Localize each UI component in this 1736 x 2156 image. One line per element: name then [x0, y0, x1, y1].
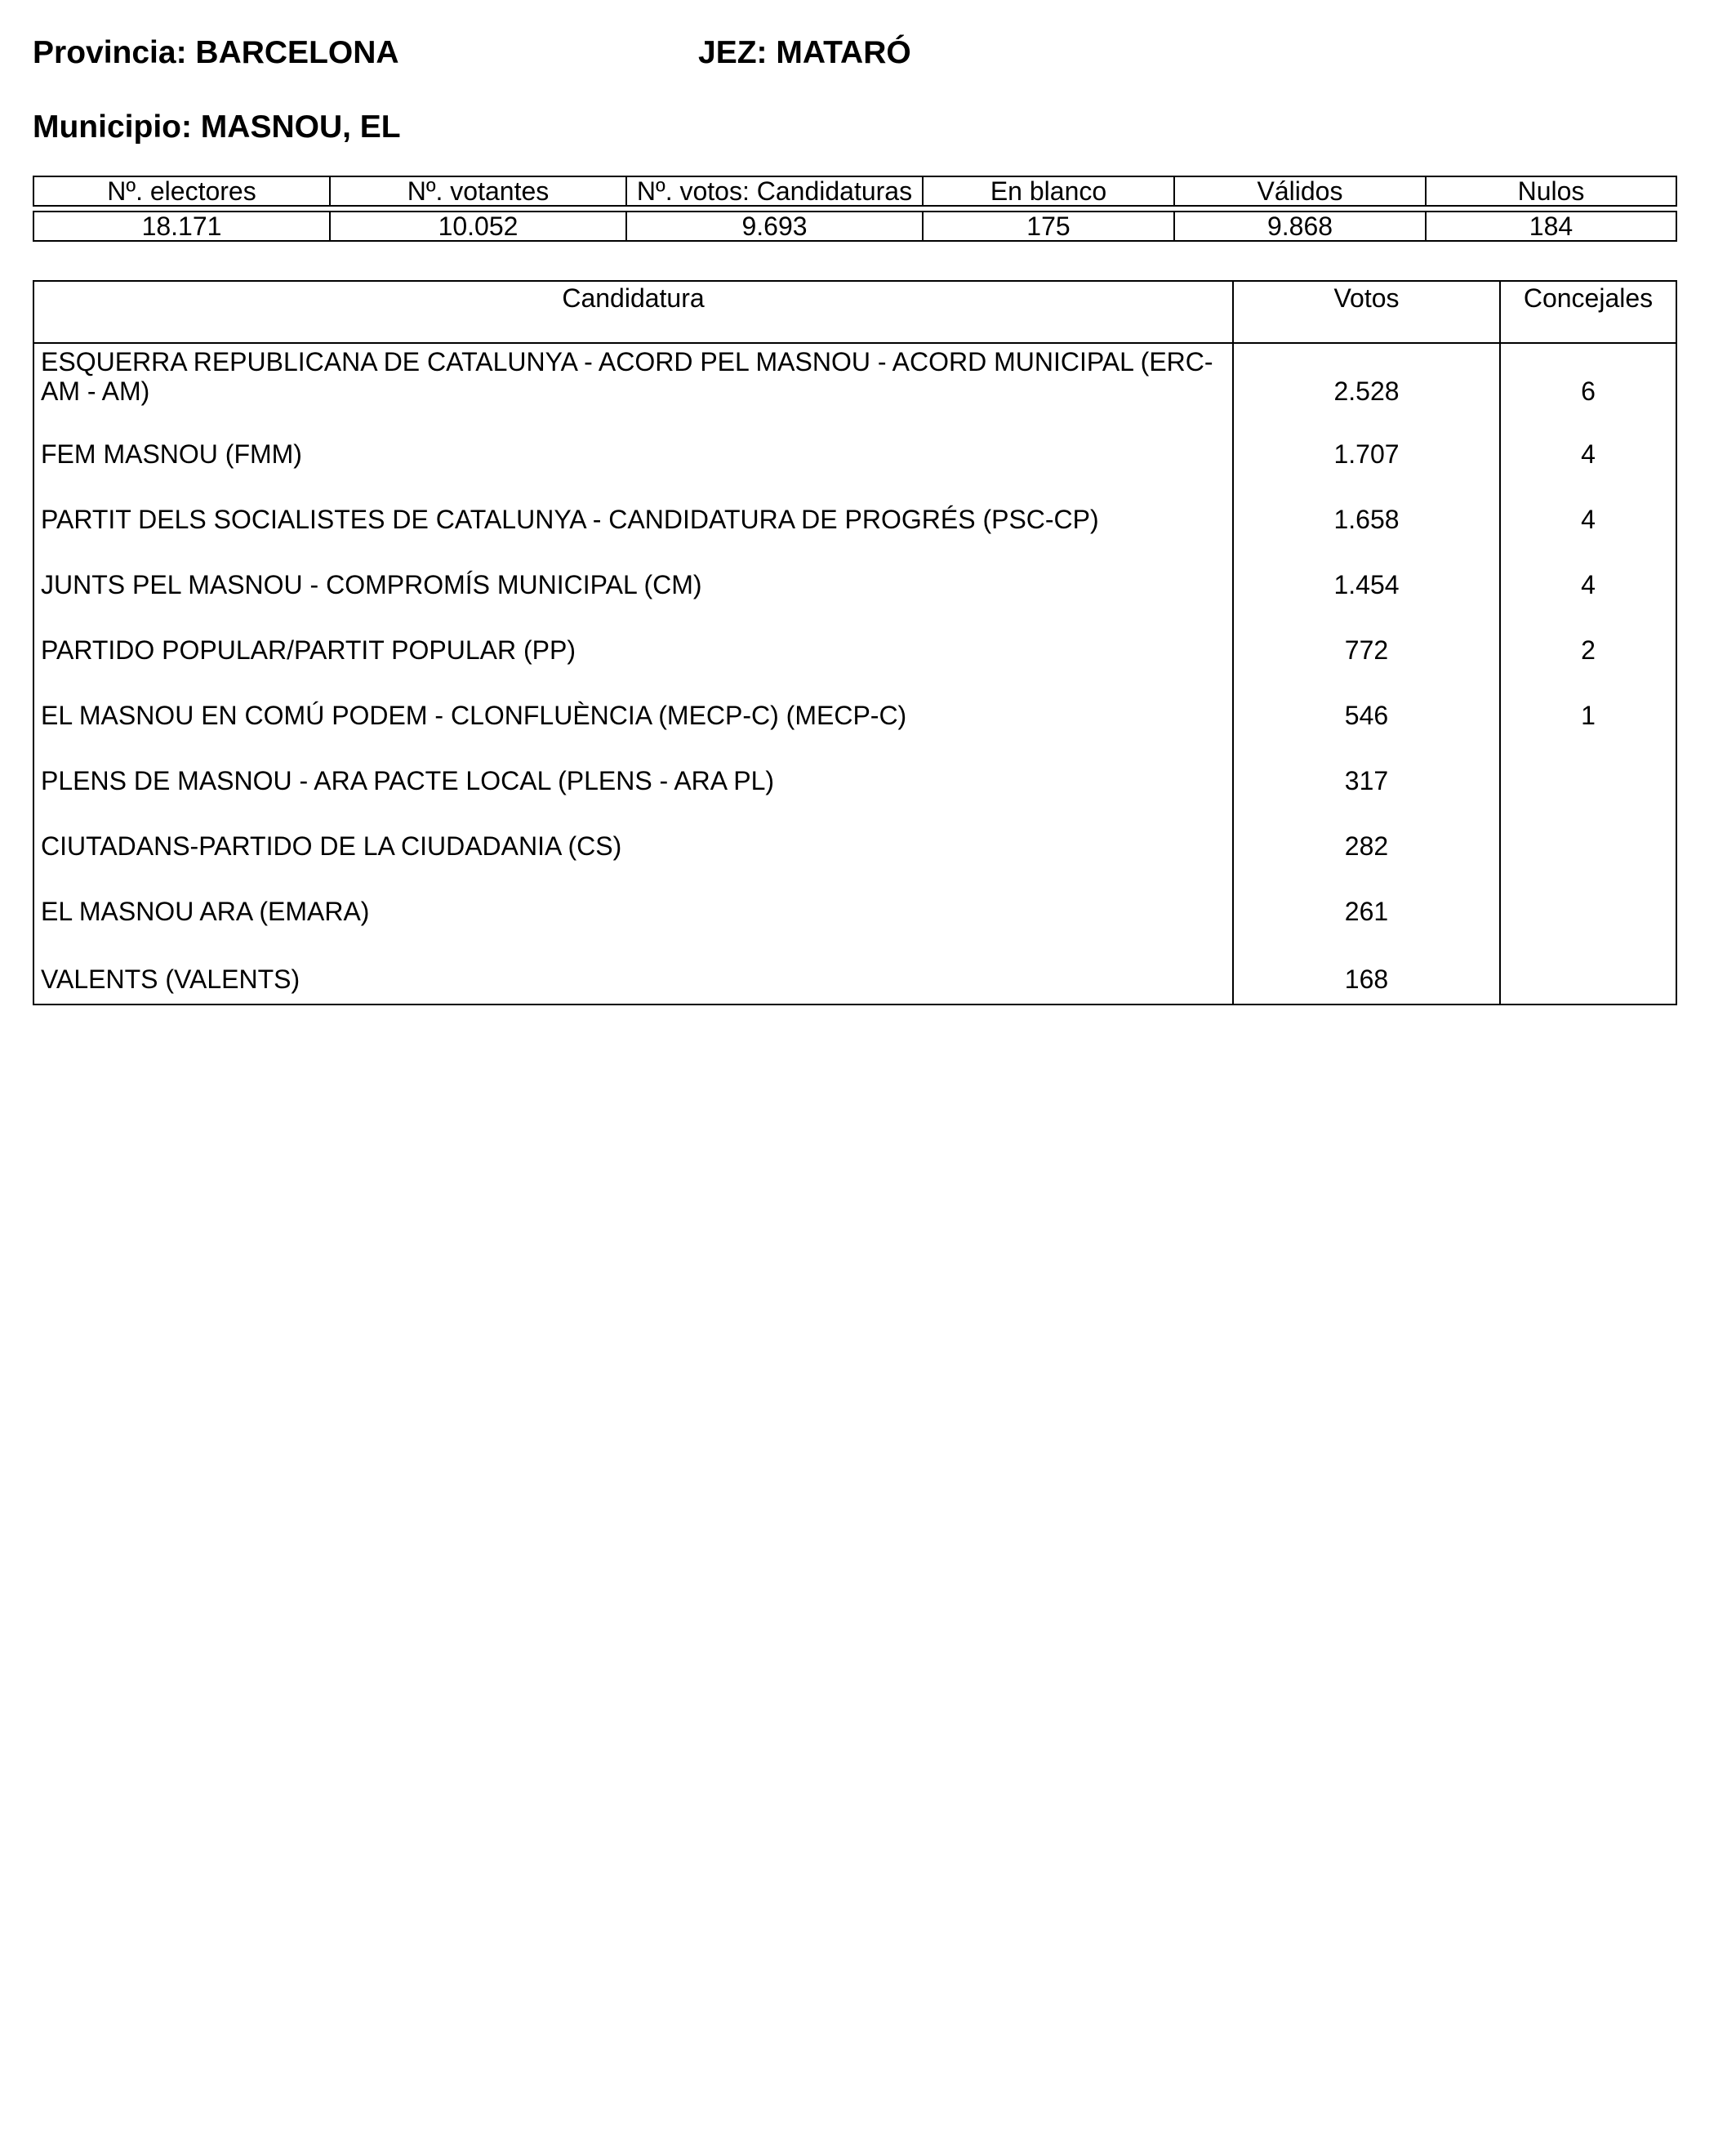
summary-value-validos: 9.868	[1174, 212, 1426, 241]
jez-heading: JEZ: MATARÓ	[698, 35, 911, 70]
summary-label-en-blanco: En blanco	[923, 176, 1174, 206]
candidatura-cell: ESQUERRA REPUBLICANA DE CATALUNYA - ACORD PEL MASNOU - ACORD MUNICIPAL (ERC-AM - AM)	[33, 343, 1233, 409]
municipio-heading: Municipio: MASNOU, EL	[33, 109, 401, 145]
votos-cell: 1.658	[1233, 474, 1500, 540]
summary-value-nulos: 184	[1426, 212, 1676, 241]
table-row	[33, 605, 1676, 670]
concejales-cell: 4	[1581, 439, 1596, 469]
table-row	[33, 866, 1676, 932]
summary-value-votantes: 10.052	[330, 212, 626, 241]
header-candidatura: Candidatura	[33, 281, 1233, 343]
candidatura-cell: EL MASNOU ARA (EMARA)	[33, 866, 1233, 932]
candidatura-cell: JUNTS PEL MASNOU - COMPROMÍS MUNICIPAL (CM)	[33, 540, 1233, 605]
concejales-cell	[1500, 801, 1676, 866]
concejales-cell	[1500, 866, 1676, 932]
candidatura-cell: FEM MASNOU (FMM)	[33, 409, 1233, 474]
candidatura-cell: CIUTADANS-PARTIDO DE LA CIUDADANIA (CS)	[33, 801, 1233, 866]
candidatura-cell: PLENS DE MASNOU - ARA PACTE LOCAL (PLENS - ARA PL)	[33, 736, 1233, 801]
summary-label-votos-candidaturas: Nº. votos: Candidaturas	[626, 176, 923, 206]
votos-cell: 1.707	[1233, 409, 1500, 474]
table-row	[33, 801, 1676, 866]
table-row	[33, 474, 1676, 540]
votos-cell: 168	[1233, 932, 1500, 1004]
table-row	[33, 932, 1676, 1004]
summary-value-votos-candidaturas: 9.693	[626, 212, 923, 241]
candidatura-cell: VALENTS (VALENTS)	[33, 932, 1233, 1004]
summary-header-row	[33, 176, 1676, 206]
header-votos: Votos	[1233, 281, 1500, 343]
results-table	[33, 280, 1677, 1005]
summary-label-nulos: Nulos	[1426, 176, 1676, 206]
summary-label-electores: Nº. electores	[33, 176, 330, 206]
candidatura-cell: EL MASNOU EN COMÚ PODEM - CLONFLUÈNCIA (MECP-C) (MECP-C)	[33, 670, 1233, 736]
summary-label-validos: Válidos	[1174, 176, 1426, 206]
summary-value-row	[33, 212, 1676, 241]
concejales-cell: 1	[1581, 701, 1596, 730]
header-concejales: Concejales	[1500, 281, 1676, 343]
concejales-cell: 4	[1581, 505, 1596, 534]
concejales-cell: 6	[1581, 376, 1596, 406]
table-row	[33, 736, 1676, 801]
summary-value-electores: 18.171	[33, 212, 330, 241]
summary-label-votantes: Nº. votantes	[330, 176, 626, 206]
table-row	[33, 409, 1676, 474]
table-row	[33, 670, 1676, 736]
table-row	[33, 540, 1676, 605]
votos-cell: 317	[1233, 736, 1500, 801]
provincia-heading: Provincia: BARCELONA	[33, 35, 399, 70]
concejales-cell: 4	[1581, 570, 1596, 599]
votos-cell: 772	[1233, 605, 1500, 670]
votos-cell: 546	[1233, 670, 1500, 736]
candidatura-cell: PARTIT DELS SOCIALISTES DE CATALUNYA - CANDIDATURA DE PROGRÉS (PSC-CP)	[33, 474, 1233, 540]
candidatura-cell: PARTIDO POPULAR/PARTIT POPULAR (PP)	[33, 605, 1233, 670]
summary-value-en-blanco: 175	[923, 212, 1174, 241]
concejales-cell	[1500, 736, 1676, 801]
results-header-row	[33, 281, 1676, 343]
table-row	[33, 343, 1676, 409]
votos-cell: 1.454	[1233, 540, 1500, 605]
votos-cell: 261	[1233, 866, 1500, 932]
votos-cell: 2.528	[1233, 343, 1500, 409]
concejales-cell	[1500, 932, 1676, 1004]
votos-cell: 282	[1233, 801, 1500, 866]
concejales-cell: 2	[1581, 635, 1596, 665]
summary-table	[33, 176, 1677, 242]
